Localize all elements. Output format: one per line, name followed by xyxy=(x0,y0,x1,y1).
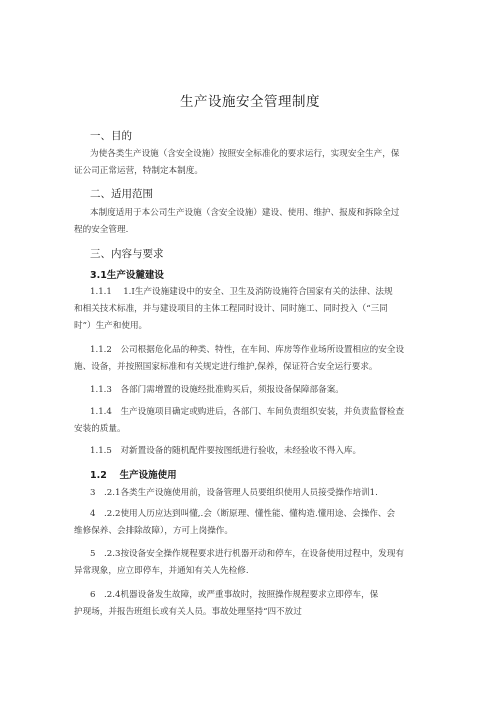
paragraph-line: 5 .2.3按设备安全操作规程要求进行机器开动和停车，在设备使用过程中，发现有 xyxy=(90,549,405,559)
paragraph-line: 为使各类生产设施（含安全设施）按照安全标准化的要求运行，实现安全生产，保 xyxy=(90,149,400,159)
paragraph-line: 程的安全管理. xyxy=(74,225,129,235)
paragraph-line: 4 .2.2使用人历应达到叫懂,.会（断原理、懂性能、懂构造.懂用途、会操作、会 xyxy=(90,509,396,519)
paragraph-line: 1.1.1 1.I生产设施建设中的安全、卫生及消防设施符合国家有关的法律、法规 xyxy=(90,287,393,297)
page-title: 生产设施安全管理制度 xyxy=(180,94,320,110)
section-heading-content: 三、内容与要求 xyxy=(90,248,164,260)
subsection-heading-construction: 3.1生产设麓建设 xyxy=(90,270,164,281)
paragraph-line: 和相关技术标准，并与建设项目的主体工程同时设计、同时施工、同时投入（“三同 xyxy=(74,304,388,314)
paragraph-line: 3 .2.1各类生产设施使用前，设备管理人员要组织使用人员接受操作培训1. xyxy=(90,488,378,498)
paragraph-line: 1.1.2 公司根据危化品的种类、特性，在车间、库房等作业场所设置相应的安全设 xyxy=(90,345,405,355)
section-heading-purpose: 一、目的 xyxy=(90,130,132,142)
paragraph-line: 时”）生产和使用。 xyxy=(74,321,148,331)
paragraph-line: 异常现象，应立即停车，并通知有关人先检修. xyxy=(74,566,249,576)
paragraph-line: 6 .2.4机器设备发生故障，或严重事故时，按照操作规程要求立即停车，保 xyxy=(90,590,379,600)
paragraph-line: 本制度适用于本公司生产设施（含安全设施）建设、使用、维护、报废和拆除全过 xyxy=(90,208,400,218)
section-heading-scope: 二、适用范围 xyxy=(90,188,153,200)
paragraph-line: 1.1.5 对新置设备的随机配件要按图纸进行验收，未经验收不得入库。 xyxy=(90,446,362,456)
paragraph-line: 1.1.3 各部门需增置的设施经批准购买后，须报设备保障部备案。 xyxy=(90,385,344,395)
paragraph-line: 1.1.4 生产设施项目确定或购进后，各部门、车间负责组织安装，并负责监督检查 xyxy=(90,407,405,417)
paragraph-line: 施、设备，并按照国家标准和有关规定进行维护,保养，保证符合安全运行要求。 xyxy=(74,362,378,372)
subsection-heading-usage: 1.2 生产设施使用 xyxy=(90,470,177,481)
paragraph-line: 安装的质量。 xyxy=(74,424,126,434)
paragraph-line: 维修保养、会排除故障），方可上岗操作。 xyxy=(74,526,233,536)
paragraph-line: 护现场，并报告班组长或有关人员。事故处理坚持“四不放过 xyxy=(74,607,302,617)
paragraph-line: 证公司正常运营，特制定本制度。 xyxy=(74,166,203,176)
